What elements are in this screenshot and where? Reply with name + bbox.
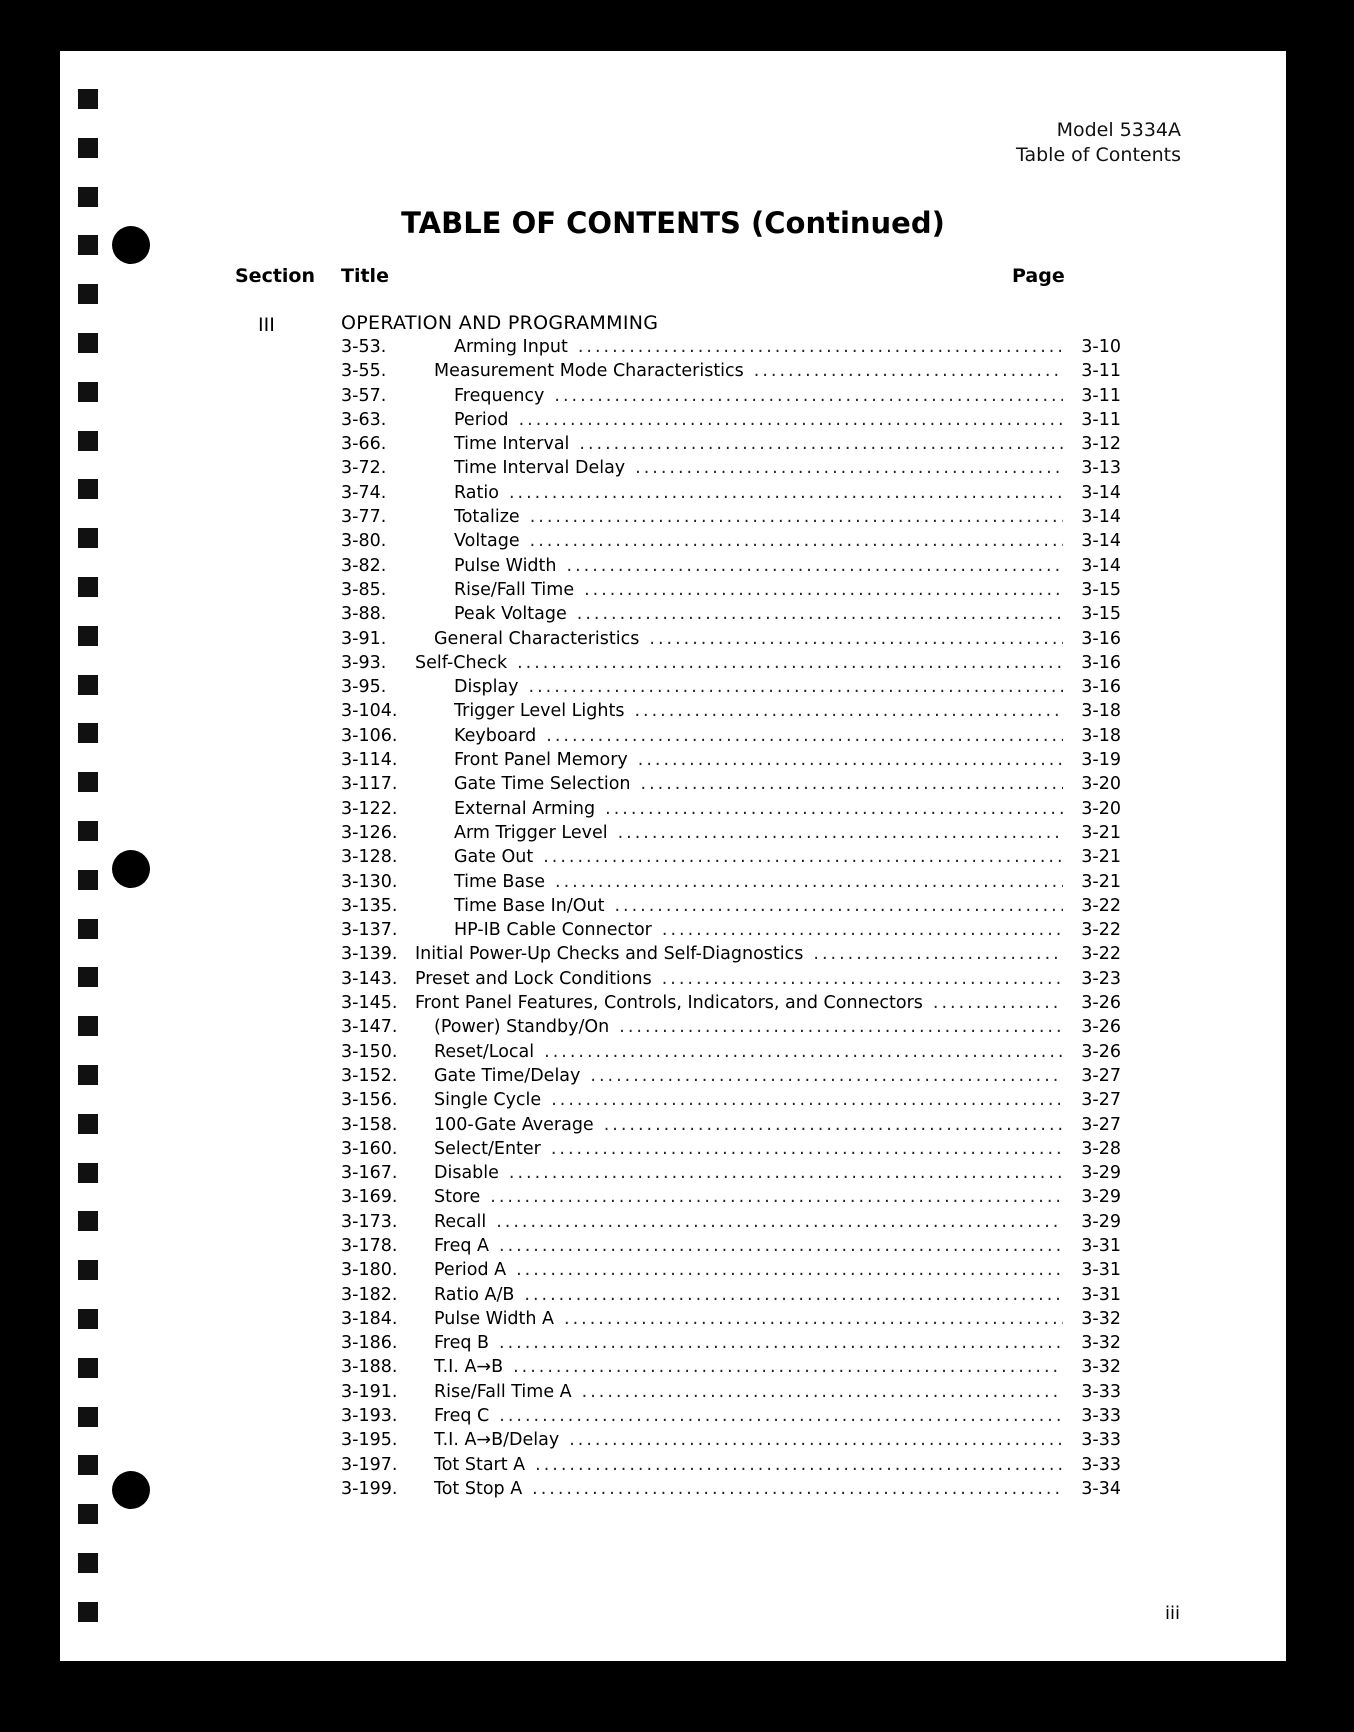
toc-entry[interactable] [341, 651, 1121, 675]
toc-entry-title: Frequency [454, 385, 545, 406]
toc-entry-title: Period A [434, 1260, 507, 1281]
toc-entry-page: 3-22 [1081, 920, 1121, 941]
toc-entry-number: 3-82. [341, 555, 387, 576]
toc-entry-number: 3-158. [341, 1114, 398, 1135]
toc-entry[interactable] [341, 821, 1121, 845]
punch-mark [78, 577, 98, 597]
toc-entry-number: 3-160. [341, 1138, 398, 1159]
toc-entry[interactable] [341, 1355, 1121, 1379]
toc-entry-number: 3-137. [341, 920, 398, 941]
toc-entry-page: 3-32 [1081, 1333, 1121, 1354]
binder-hole [112, 850, 150, 888]
leader-dots [509, 481, 1063, 505]
toc-entry-title: Ratio [454, 482, 499, 503]
toc-entry-title: Totalize [454, 507, 520, 528]
toc-entry-page: 3-22 [1081, 944, 1121, 965]
toc-entry-number: 3-95. [341, 677, 387, 698]
leader-dots [662, 967, 1063, 991]
toc-entry-title: Arm Trigger Level [454, 822, 608, 843]
toc-entry[interactable] [341, 772, 1121, 796]
leader-dots [519, 408, 1063, 432]
binder-hole [112, 1471, 150, 1509]
leader-dots [496, 1210, 1063, 1234]
toc-entry[interactable] [341, 1258, 1121, 1282]
model-label: Model 5334A [1056, 119, 1181, 141]
toc-entry-page: 3-33 [1081, 1381, 1121, 1402]
toc-entry-page: 3-16 [1081, 628, 1121, 649]
punch-mark [78, 138, 98, 158]
toc-entry-page: 3-16 [1081, 677, 1121, 698]
toc-entry-title: Freq A [434, 1235, 490, 1256]
binder-hole [112, 226, 150, 264]
punch-mark [78, 1309, 98, 1329]
punch-mark [78, 870, 98, 890]
toc-entry-page: 3-29 [1081, 1163, 1121, 1184]
toc-entry-title: Single Cycle [434, 1090, 542, 1111]
page-number: iii [1164, 1603, 1180, 1624]
punch-mark [78, 1211, 98, 1231]
toc-entry-number: 3-74. [341, 482, 387, 503]
toc-entry-title: General Characteristics [434, 628, 640, 649]
toc-entry-number: 3-152. [341, 1065, 398, 1086]
page-title: TABLE OF CONTENTS (Continued) [401, 206, 945, 240]
toc-entry-page: 3-29 [1081, 1211, 1121, 1232]
toc-entry[interactable] [341, 1477, 1121, 1501]
toc-entry-number: 3-114. [341, 750, 398, 771]
toc-entry-number: 3-106. [341, 725, 398, 746]
toc-entry-title: Gate Time Selection [454, 774, 631, 795]
toc-entry-number: 3-178. [341, 1235, 398, 1256]
toc-entry-title: Display [454, 677, 519, 698]
toc-entry[interactable] [341, 1040, 1121, 1064]
toc-entry-title: Initial Power-Up Checks and Self-Diagnostics [415, 944, 804, 965]
toc-entry[interactable] [341, 505, 1121, 529]
leader-dots [546, 724, 1063, 748]
toc-entry-page: 3-32 [1081, 1357, 1121, 1378]
toc-entry-title: Preset and Lock Conditions [415, 968, 652, 989]
toc-entry-number: 3-63. [341, 409, 387, 430]
toc-entry-title: Gate Time/Delay [434, 1065, 581, 1086]
toc-entry-number: 3-147. [341, 1017, 398, 1038]
toc-entry[interactable] [341, 1453, 1121, 1477]
toc-entry-number: 3-66. [341, 434, 387, 455]
toc-entry[interactable] [341, 870, 1121, 894]
toc-entry-page: 3-20 [1081, 774, 1121, 795]
leader-dots [567, 554, 1064, 578]
toc-entry-page: 3-27 [1081, 1065, 1121, 1086]
toc-entry-number: 3-57. [341, 385, 387, 406]
toc-entry-number: 3-80. [341, 531, 387, 552]
toc-entry-page: 3-23 [1081, 968, 1121, 989]
toc-entry-page: 3-18 [1081, 725, 1121, 746]
toc-entry-title: Tot Start A [434, 1454, 526, 1475]
leader-dots [499, 1234, 1063, 1258]
column-header-title: Title [341, 265, 389, 287]
toc-entry-title: Select/Enter [434, 1138, 541, 1159]
toc-entry-number: 3-188. [341, 1357, 398, 1378]
toc-entry-page: 3-16 [1081, 652, 1121, 673]
leader-dots [499, 1404, 1063, 1428]
toc-entry-title: Pulse Width [454, 555, 557, 576]
toc-entry-page: 3-31 [1081, 1235, 1121, 1256]
toc-entry[interactable] [341, 481, 1121, 505]
toc-entry-number: 3-91. [341, 628, 387, 649]
toc-entry[interactable] [341, 1307, 1121, 1331]
toc-entry-page: 3-31 [1081, 1260, 1121, 1281]
toc-entry[interactable] [341, 675, 1121, 699]
toc-entry-title: Rise/Fall Time A [434, 1381, 572, 1402]
leader-dots [605, 797, 1063, 821]
toc-entry-number: 3-53. [341, 337, 387, 357]
toc-entry-title: Ratio A/B [434, 1284, 515, 1305]
toc-entry-number: 3-180. [341, 1260, 398, 1281]
toc-entry-title: 100-Gate Average [434, 1114, 594, 1135]
leader-dots [578, 335, 1063, 359]
leader-dots [530, 505, 1063, 529]
leader-dots [641, 772, 1063, 796]
toc-entry-page: 3-29 [1081, 1187, 1121, 1208]
leader-dots [662, 918, 1063, 942]
punch-mark [78, 1553, 98, 1573]
leader-dots [532, 1477, 1063, 1501]
punch-mark [78, 1016, 98, 1036]
leader-dots [555, 870, 1063, 894]
toc-entry-number: 3-72. [341, 458, 387, 479]
leader-dots [524, 1283, 1063, 1307]
punch-mark [78, 284, 98, 304]
toc-entry-page: 3-26 [1081, 993, 1121, 1014]
toc-entry-title: Freq B [434, 1333, 490, 1354]
leader-dots [933, 991, 1063, 1015]
toc-entry[interactable] [341, 384, 1121, 408]
toc-entry-title: Front Panel Features, Controls, Indicators, and Connectors [415, 993, 923, 1014]
punch-mark [78, 187, 98, 207]
punch-mark [78, 675, 98, 695]
toc-entry-number: 3-117. [341, 774, 398, 795]
toc-entry-page: 3-32 [1081, 1308, 1121, 1329]
toc-entry[interactable] [341, 748, 1121, 772]
punch-mark [78, 1504, 98, 1524]
punch-mark [78, 333, 98, 353]
punch-mark [78, 1065, 98, 1085]
leader-dots [499, 1331, 1063, 1355]
punch-mark [78, 479, 98, 499]
leader-dots [517, 651, 1063, 675]
toc-entry-number: 3-130. [341, 871, 398, 892]
toc-entry-number: 3-139. [341, 944, 398, 965]
toc-entry-page: 3-14 [1081, 507, 1121, 528]
toc-entry-number: 3-167. [341, 1163, 398, 1184]
toc-entry-number: 3-182. [341, 1284, 398, 1305]
leader-dots [554, 384, 1063, 408]
toc-entry-number: 3-150. [341, 1041, 398, 1062]
toc-entry[interactable] [341, 578, 1121, 602]
toc-entry[interactable] [341, 1064, 1121, 1088]
leader-dots [649, 627, 1063, 651]
leader-dots [516, 1258, 1063, 1282]
toc-entry[interactable] [341, 602, 1121, 626]
punch-mark [78, 235, 98, 255]
toc-entry[interactable] [341, 1428, 1121, 1452]
toc-entry-number: 3-122. [341, 798, 398, 819]
column-header-page: Page [1012, 265, 1065, 287]
leader-dots [530, 529, 1063, 553]
toc-entry[interactable] [341, 529, 1121, 553]
toc-entry-page: 3-21 [1081, 847, 1121, 868]
toc-entry-number: 3-93. [341, 652, 387, 673]
toc-entry-page: 3-21 [1081, 822, 1121, 843]
toc-entry-page: 3-26 [1081, 1041, 1121, 1062]
leader-dots [535, 1453, 1063, 1477]
toc-entry[interactable] [341, 724, 1121, 748]
leader-dots [569, 1428, 1063, 1452]
toc-entry-title: Voltage [454, 531, 520, 552]
toc-entry[interactable] [341, 1137, 1121, 1161]
punch-mark [78, 821, 98, 841]
toc-entry[interactable] [341, 918, 1121, 942]
punch-mark [78, 772, 98, 792]
leader-dots [614, 894, 1063, 918]
toc-entry-title: Disable [434, 1163, 499, 1184]
toc-entry-number: 3-143. [341, 968, 398, 989]
punch-mark [78, 382, 98, 402]
toc-entry-title: Time Interval Delay [454, 458, 626, 479]
punch-mark [78, 1260, 98, 1280]
toc-entry-number: 3-193. [341, 1406, 398, 1427]
section-number: III [258, 314, 275, 336]
punch-mark [78, 1358, 98, 1378]
toc-entry-title: T.I. A→B/Delay [434, 1430, 560, 1451]
toc-entry-number: 3-55. [341, 361, 387, 382]
toc-entry-page: 3-10 [1081, 337, 1121, 357]
toc-entry[interactable] [341, 335, 1121, 359]
toc-entry-number: 3-186. [341, 1333, 398, 1354]
toc-entry-page: 3-28 [1081, 1138, 1121, 1159]
punch-mark [78, 431, 98, 451]
toc-entry-title: (Power) Standby/On [434, 1017, 610, 1038]
toc-entry-number: 3-126. [341, 822, 398, 843]
toc-entry-page: 3-14 [1081, 482, 1121, 503]
leader-dots [579, 432, 1063, 456]
punch-mark [78, 723, 98, 743]
toc-entry-title: HP-IB Cable Connector [454, 920, 652, 941]
toc-entry[interactable] [341, 942, 1121, 966]
punch-mark [78, 967, 98, 987]
toc-entry[interactable] [341, 991, 1121, 1015]
toc-entry[interactable] [341, 456, 1121, 480]
toc-entry-number: 3-195. [341, 1430, 398, 1451]
toc-entry[interactable] [341, 699, 1121, 723]
leader-dots [618, 821, 1063, 845]
toc-entry-title: Period [454, 409, 509, 430]
toc-entry-number: 3-184. [341, 1308, 398, 1329]
toc-entry-page: 3-18 [1081, 701, 1121, 722]
leader-dots [577, 602, 1063, 626]
toc-entry[interactable] [341, 408, 1121, 432]
doc-label: Table of Contents [1016, 144, 1181, 166]
leader-dots [509, 1161, 1063, 1185]
leader-dots [513, 1355, 1063, 1379]
toc-entry-title: Freq C [434, 1406, 490, 1427]
toc-entry[interactable] [341, 967, 1121, 991]
toc-entry[interactable] [341, 1380, 1121, 1404]
leader-dots [543, 845, 1063, 869]
toc-entry[interactable] [341, 797, 1121, 821]
toc-entry-page: 3-14 [1081, 531, 1121, 552]
leader-dots [634, 699, 1063, 723]
section-title: OPERATION AND PROGRAMMING [341, 312, 659, 334]
punch-mark [78, 1163, 98, 1183]
toc-entry-title: Arming Input [454, 337, 568, 357]
toc-entry-title: Tot Stop A [434, 1478, 523, 1499]
toc-entry-number: 3-145. [341, 993, 398, 1014]
leader-dots [551, 1137, 1063, 1161]
toc-entry-number: 3-104. [341, 701, 398, 722]
punch-mark [78, 1455, 98, 1475]
punch-mark [78, 1407, 98, 1427]
toc-entry-title: Peak Voltage [454, 604, 567, 625]
toc-entry-number: 3-135. [341, 895, 398, 916]
toc-entry-title: Reset/Local [434, 1041, 535, 1062]
toc-entry-number: 3-85. [341, 579, 387, 600]
toc-entry-title: Recall [434, 1211, 487, 1232]
leader-dots [582, 1380, 1063, 1404]
leader-dots [551, 1088, 1063, 1112]
toc-entry-page: 3-12 [1081, 434, 1121, 455]
punch-mark [78, 919, 98, 939]
toc-entry-number: 3-199. [341, 1478, 398, 1499]
toc-entry-title: External Arming [454, 798, 596, 819]
toc-entry-page: 3-11 [1081, 409, 1121, 430]
toc-entry[interactable] [341, 845, 1121, 869]
toc-entry[interactable] [341, 1331, 1121, 1355]
leader-dots [529, 675, 1063, 699]
toc-entry[interactable] [341, 1015, 1121, 1039]
toc-entry-page: 3-20 [1081, 798, 1121, 819]
column-header-section: Section [235, 265, 316, 287]
leader-dots [604, 1113, 1063, 1137]
toc-entry[interactable] [341, 1185, 1121, 1209]
toc-entry[interactable] [341, 627, 1121, 651]
punch-mark [78, 528, 98, 548]
toc-entry[interactable] [341, 432, 1121, 456]
toc-entry[interactable] [341, 554, 1121, 578]
leader-dots [564, 1307, 1063, 1331]
toc-entry[interactable] [341, 1283, 1121, 1307]
toc-entry-page: 3-13 [1081, 458, 1121, 479]
toc-entry-page: 3-14 [1081, 555, 1121, 576]
toc-entry-page: 3-33 [1081, 1454, 1121, 1475]
toc-entry-page: 3-33 [1081, 1406, 1121, 1427]
toc-entry-number: 3-88. [341, 604, 387, 625]
toc-entry-page: 3-11 [1081, 385, 1121, 406]
toc-entry-number: 3-169. [341, 1187, 398, 1208]
punch-mark [78, 1114, 98, 1134]
toc-entry-title: Store [434, 1187, 481, 1208]
toc-entry-number: 3-173. [341, 1211, 398, 1232]
leader-dots [635, 456, 1063, 480]
toc-entry[interactable] [341, 1404, 1121, 1428]
toc-entry-page: 3-26 [1081, 1017, 1121, 1038]
toc-entry-page: 3-31 [1081, 1284, 1121, 1305]
toc-entry-title: Measurement Mode Characteristics [434, 361, 744, 382]
toc-entry-page: 3-22 [1081, 895, 1121, 916]
toc-entry[interactable] [341, 359, 1121, 383]
document-page [60, 51, 1286, 1661]
punch-mark [78, 1602, 98, 1622]
leader-dots [619, 1015, 1063, 1039]
running-header [1016, 118, 1181, 168]
toc-entry-page: 3-15 [1081, 579, 1121, 600]
toc-entry-page: 3-19 [1081, 750, 1121, 771]
punch-mark [78, 89, 98, 109]
toc-entry-number: 3-191. [341, 1381, 398, 1402]
leader-dots [490, 1185, 1063, 1209]
toc-entry-page: 3-21 [1081, 871, 1121, 892]
toc-entry-title: Self-Check [415, 652, 508, 673]
leader-dots [544, 1040, 1063, 1064]
leader-dots [754, 359, 1063, 383]
toc-entry-page: 3-15 [1081, 604, 1121, 625]
toc-entry[interactable] [341, 1161, 1121, 1185]
leader-dots [813, 942, 1063, 966]
toc-entry-number: 3-156. [341, 1090, 398, 1111]
toc-entry-page: 3-34 [1081, 1478, 1121, 1499]
toc-entry-title: Front Panel Memory [454, 750, 628, 771]
toc-entry[interactable] [341, 1234, 1121, 1258]
toc-entry-title: Keyboard [454, 725, 537, 746]
toc-entry-number: 3-128. [341, 847, 398, 868]
leader-dots [584, 578, 1063, 602]
toc-entry-title: Gate Out [454, 847, 534, 868]
toc-entry-page: 3-33 [1081, 1430, 1121, 1451]
toc-entry[interactable] [341, 1113, 1121, 1137]
toc-entry-page: 3-27 [1081, 1090, 1121, 1111]
punch-mark [78, 626, 98, 646]
leader-dots [638, 748, 1063, 772]
leader-dots [590, 1064, 1063, 1088]
toc-entry-title: Rise/Fall Time [454, 579, 575, 600]
toc-entry-title: Time Base [454, 871, 546, 892]
toc-entry-title: Time Interval [454, 434, 570, 455]
toc-entry-page: 3-11 [1081, 361, 1121, 382]
toc-entry-title: Pulse Width A [434, 1308, 555, 1329]
toc-entry-page: 3-27 [1081, 1114, 1121, 1135]
toc-entry[interactable] [341, 894, 1121, 918]
toc-entry-number: 3-197. [341, 1454, 398, 1475]
toc-entry-number: 3-77. [341, 507, 387, 528]
toc-entry-title: T.I. A→B [434, 1357, 504, 1378]
toc-entry-title: Time Base In/Out [454, 895, 605, 916]
toc-list [341, 335, 1121, 1501]
toc-entry-title: Trigger Level Lights [454, 701, 625, 722]
toc-entry[interactable] [341, 1088, 1121, 1112]
toc-entry[interactable] [341, 1210, 1121, 1234]
